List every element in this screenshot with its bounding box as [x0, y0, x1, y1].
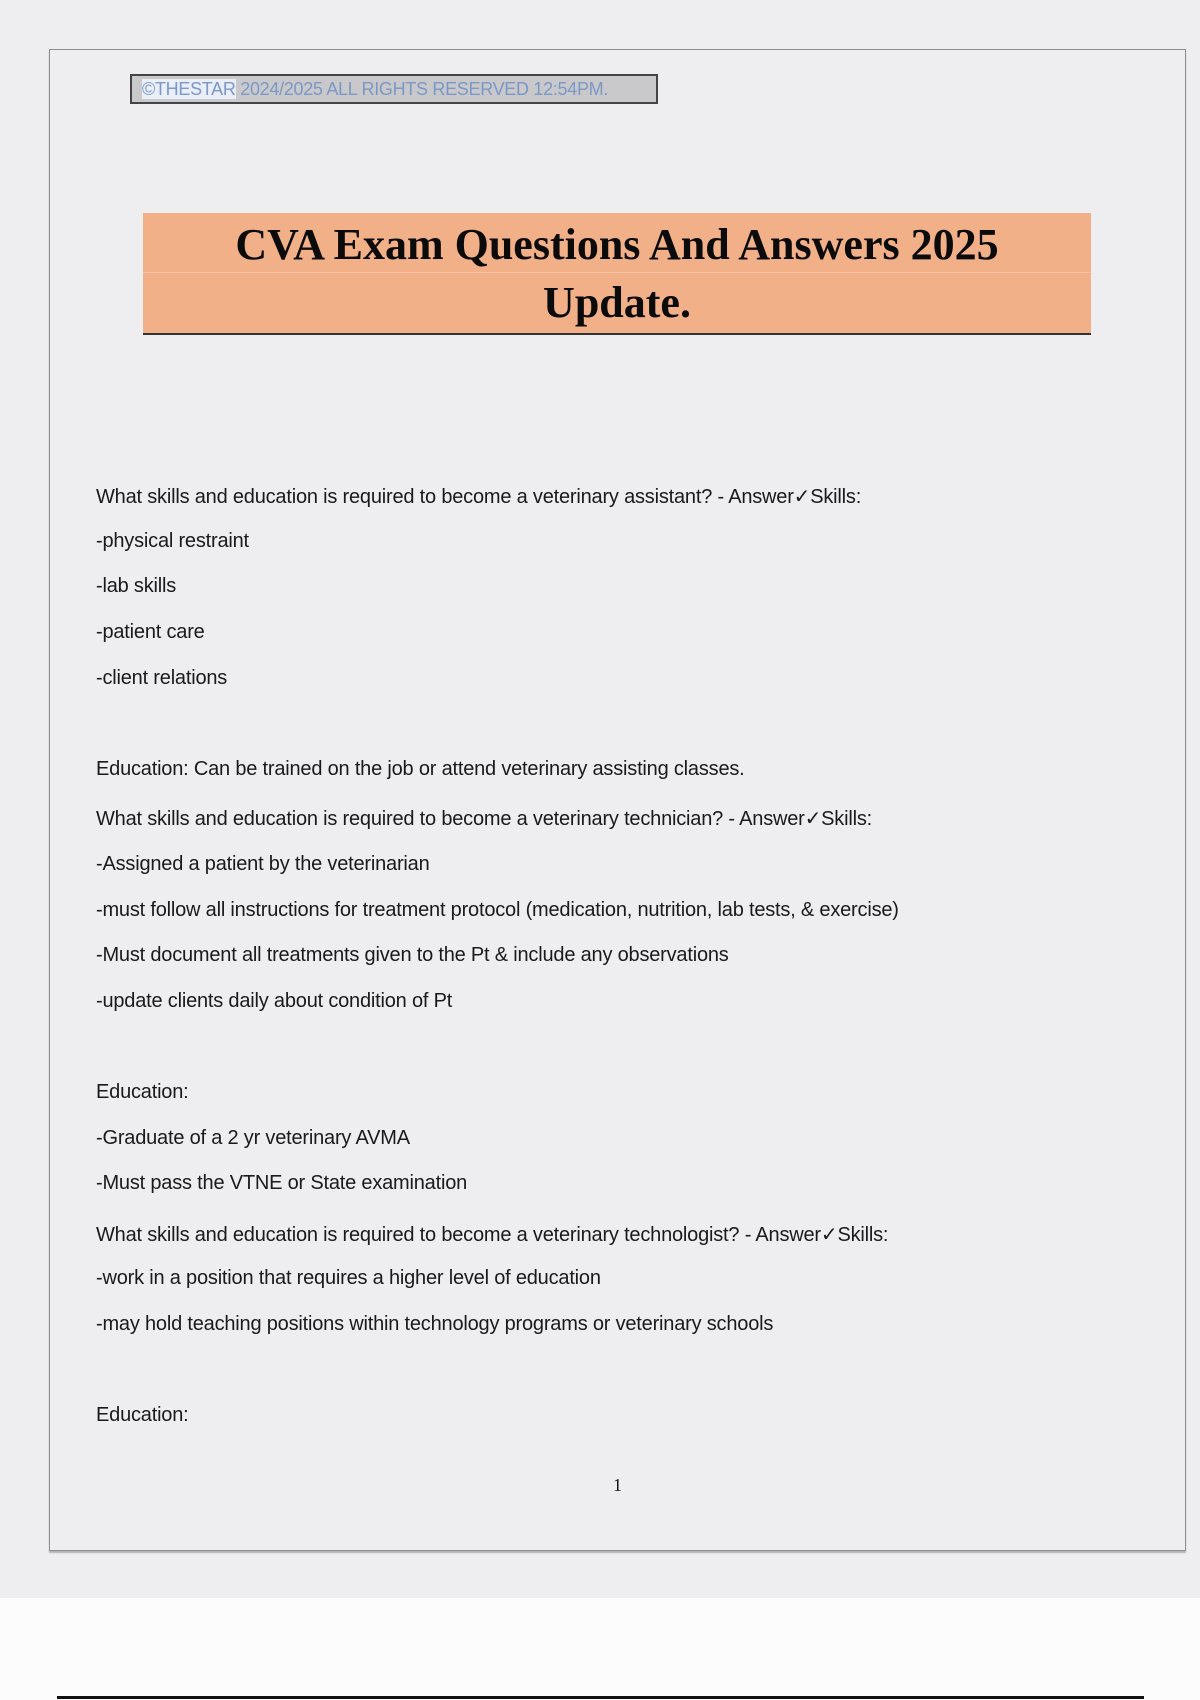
- page-number: 1: [613, 1475, 622, 1495]
- title-line-2: Update.: [543, 278, 691, 327]
- title-line-1: CVA Exam Questions And Answers 2025: [235, 220, 999, 269]
- document-title-banner: [143, 213, 1091, 335]
- answer-bullet-item: -physical restraint: [96, 530, 249, 552]
- answer-bullet-item: -client relations: [96, 667, 228, 689]
- answer-bullet-item: -Must pass the VTNE or State examination: [96, 1172, 468, 1194]
- answer-bullet-item: -update clients daily about condition of Pt: [96, 990, 453, 1012]
- watermark-text: 2024/2025 ALL RIGHTS RESERVED 12:54PM.: [235, 79, 609, 99]
- answer-bullet-item: -Must document all treatments given to the Pt & include any observations: [96, 944, 729, 966]
- answer-bullet-item: -must follow all instructions for treatment protocol (medication, nutrition, lab tests, & exercise): [96, 899, 899, 921]
- copyright-watermark: [130, 74, 658, 104]
- question-text: What skills and education is required to become a veterinary technologist? - Answer✓Skills:: [96, 1224, 889, 1246]
- education-heading: Education: Can be trained on the job or attend veterinary assisting classes.: [96, 758, 745, 780]
- answer-bullet-item: -patient care: [96, 621, 205, 643]
- question-text: What skills and education is required to become a veterinary assistant? - Answer✓Skills:: [96, 486, 862, 508]
- answer-bullet-item: -Assigned a patient by the veterinarian: [96, 853, 430, 875]
- answer-bullet-item: -work in a position that requires a higher level of education: [96, 1267, 601, 1289]
- next-page-top-rule: [57, 1696, 1144, 1699]
- watermark-highlighted-text: ©THESTAR: [142, 79, 236, 99]
- education-heading: Education:: [96, 1404, 189, 1426]
- answer-bullet-item: -may hold teaching positions within technology programs or veterinary schools: [96, 1313, 774, 1335]
- answer-bullet-item: -lab skills: [96, 575, 177, 597]
- education-heading: Education:: [96, 1081, 189, 1103]
- question-text: What skills and education is required to become a veterinary technician? - Answer✓Skills:: [96, 808, 872, 830]
- answer-bullet-item: -Graduate of a 2 yr veterinary AVMA: [96, 1127, 410, 1149]
